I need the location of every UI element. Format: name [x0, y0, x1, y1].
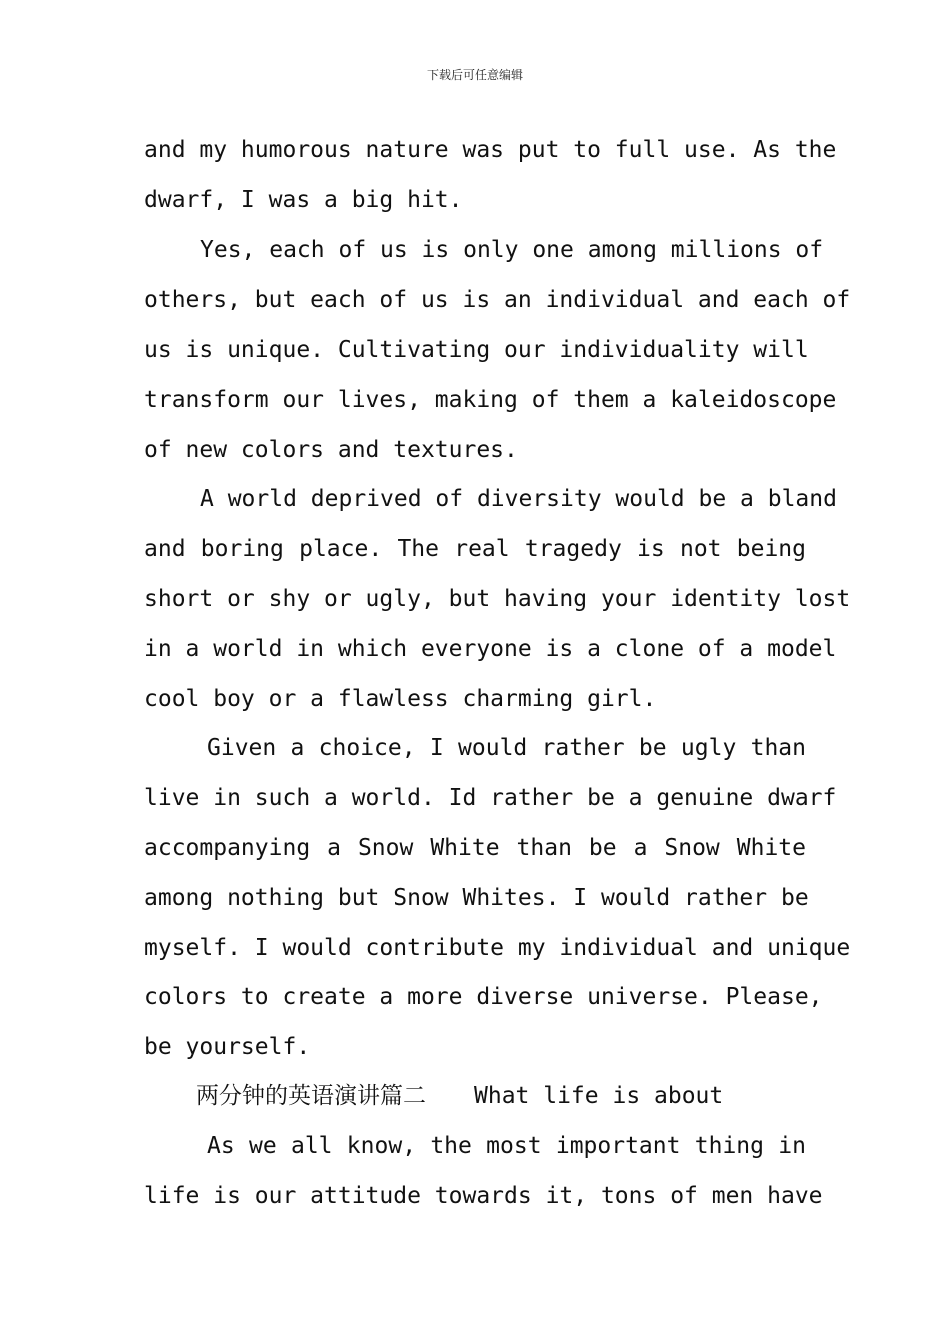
text-line: Yes, each of us is only one among millions of [200, 237, 824, 263]
text-line: transform our lives, making of them a kaleidoscope [144, 387, 837, 413]
text-line: and my humorous nature was put to full use. As the [144, 137, 837, 163]
text-line: A world deprived of diversity would be a bland [200, 486, 837, 512]
page-header-note: 下载后可任意编辑 [426, 68, 523, 82]
text-line: As we all know, the most important thing in [207, 1133, 806, 1159]
section-heading [196, 1080, 723, 1112]
section-heading-english: What life is about [474, 1083, 724, 1109]
text-line: and boring place. The real tragedy is not being [144, 536, 806, 562]
text-line: be yourself. [144, 1034, 311, 1060]
text-line: myself. I would contribute my individual and unique [144, 935, 851, 961]
text-line: life is our attitude towards it, tons of men have [144, 1183, 823, 1209]
text-line: of new colors and textures. [144, 437, 518, 463]
text-line: colors to create a more diverse universe. Please, [144, 984, 823, 1010]
text-line: short or shy or ugly, but having your identity lost [144, 586, 851, 612]
text-line: dwarf, I was a big hit. [144, 187, 463, 213]
text-line: Given a choice, I would rather be ugly than [207, 735, 806, 761]
text-line: live in such a world. Id rather be a genuine dwarf [144, 785, 837, 811]
text-line: us is unique. Cultivating our individuality will [144, 337, 809, 363]
text-line: accompanying a Snow White than be a Snow White [144, 835, 806, 861]
section-heading-chinese: 两分钟的英语演讲篇二 [196, 1083, 426, 1109]
text-line: in a world in which everyone is a clone of a model [144, 636, 837, 662]
text-line: among nothing but Snow Whites. I would rather be [144, 885, 809, 911]
text-line: others, but each of us is an individual and each of [144, 287, 851, 313]
text-line: cool boy or a flawless charming girl. [144, 686, 657, 712]
